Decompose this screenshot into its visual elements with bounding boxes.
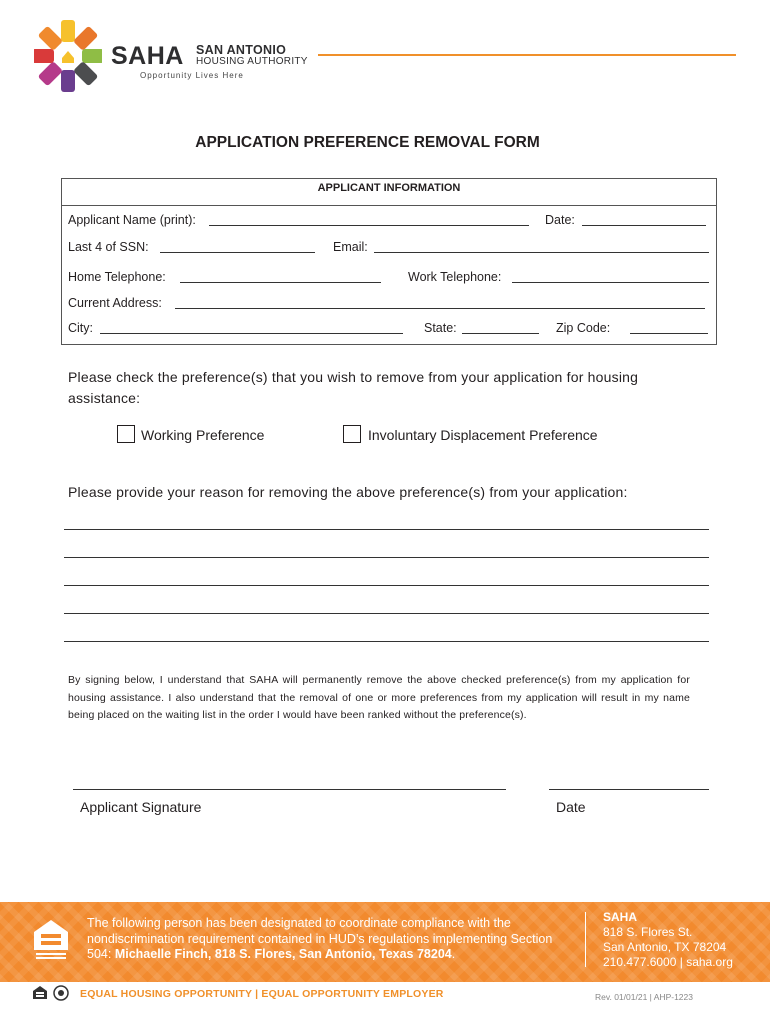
consent-statement: By signing below, I understand that SAHA will permanently remove the above checked preference(s) from my application for housing assistance. I also understand that the removal of one or more preferences from my application will result in my name being placed on the waiting list in the order I would have been ranked without the preference(s). — [68, 674, 690, 721]
eho-small-icons — [33, 985, 73, 1001]
revision-code: Rev. 01/01/21 | AHP-1223 — [595, 992, 693, 1002]
ssn-label: Last 4 of SSN: — [68, 240, 149, 254]
header-rule — [318, 54, 736, 56]
reason-line-5[interactable] — [64, 641, 709, 642]
applicant-name-label: Applicant Name (print): — [68, 213, 196, 227]
form-title: APPLICATION PREFERENCE REMOVAL FORM — [195, 134, 540, 151]
eho-statement: EQUAL HOUSING OPPORTUNITY | EQUAL OPPORTUNITY EMPLOYER — [80, 988, 444, 1000]
work-phone-field[interactable] — [512, 282, 709, 283]
saha-flower-logo — [34, 16, 102, 96]
working-preference-checkbox[interactable] — [117, 425, 135, 443]
date-label: Date: — [545, 213, 575, 227]
brand-name-line2: HOUSING AUTHORITY — [196, 56, 308, 67]
preference-prompt: Please check the preference(s) that you wish to remove from your application for housing assistance: — [68, 369, 639, 406]
zip-field[interactable] — [630, 333, 708, 334]
reason-line-3[interactable] — [64, 585, 709, 586]
compliance-statement — [87, 916, 577, 963]
reason-prompt: Please provide your reason for removing the above preference(s) from your application: — [68, 484, 628, 500]
state-label: State: — [424, 321, 457, 335]
compliance-contact: Michaelle Finch, 818 S. Flores, San Antonio, Texas 78204 — [114, 947, 452, 961]
home-phone-label: Home Telephone: — [68, 270, 166, 284]
brand-name-line1: SAN ANTONIO — [196, 43, 287, 57]
footer-phone-web[interactable]: 210.477.6000 | saha.org — [603, 955, 733, 969]
involuntary-displacement-checkbox[interactable] — [343, 425, 361, 443]
reason-line-4[interactable] — [64, 613, 709, 614]
footer-city: San Antonio, TX 78204 — [603, 940, 727, 954]
reason-line-2[interactable] — [64, 557, 709, 558]
date-field[interactable] — [582, 225, 706, 226]
home-phone-field[interactable] — [180, 282, 381, 283]
signature-field[interactable] — [73, 789, 506, 790]
compliance-text: The following person has been designated to coordinate compliance with the nondiscrimination requirement contained in HUD’s regulations implementing Section 504: — [87, 916, 553, 961]
brand-tagline: Opportunity Lives Here — [140, 71, 244, 80]
brand-abbr: SAHA — [111, 42, 184, 70]
footer-street: 818 S. Flores St. — [603, 925, 693, 939]
address-label: Current Address: — [68, 296, 162, 310]
email-label: Email: — [333, 240, 368, 254]
applicant-info-heading: APPLICANT INFORMATION — [61, 178, 717, 206]
zip-label: Zip Code: — [556, 321, 611, 335]
signature-date-label: Date — [556, 799, 586, 815]
working-preference-label: Working Preference — [141, 427, 265, 443]
city-field[interactable] — [100, 333, 403, 334]
signature-label: Applicant Signature — [80, 799, 202, 815]
email-field[interactable] — [374, 252, 709, 253]
applicant-name-field[interactable] — [209, 225, 529, 226]
state-field[interactable] — [462, 333, 539, 334]
address-field[interactable] — [175, 308, 705, 309]
city-label: City: — [68, 321, 93, 335]
reason-line-1[interactable] — [64, 529, 709, 530]
involuntary-displacement-label: Involuntary Displacement Preference — [368, 427, 598, 443]
footer-divider — [585, 912, 586, 967]
work-phone-label: Work Telephone: — [408, 270, 502, 284]
footer-contact-block — [603, 910, 733, 970]
ssn-field[interactable] — [160, 252, 315, 253]
equal-housing-icon — [32, 918, 70, 960]
footer-org: SAHA — [603, 910, 638, 924]
compliance-end: . — [451, 947, 456, 961]
signature-date-field[interactable] — [549, 789, 709, 790]
